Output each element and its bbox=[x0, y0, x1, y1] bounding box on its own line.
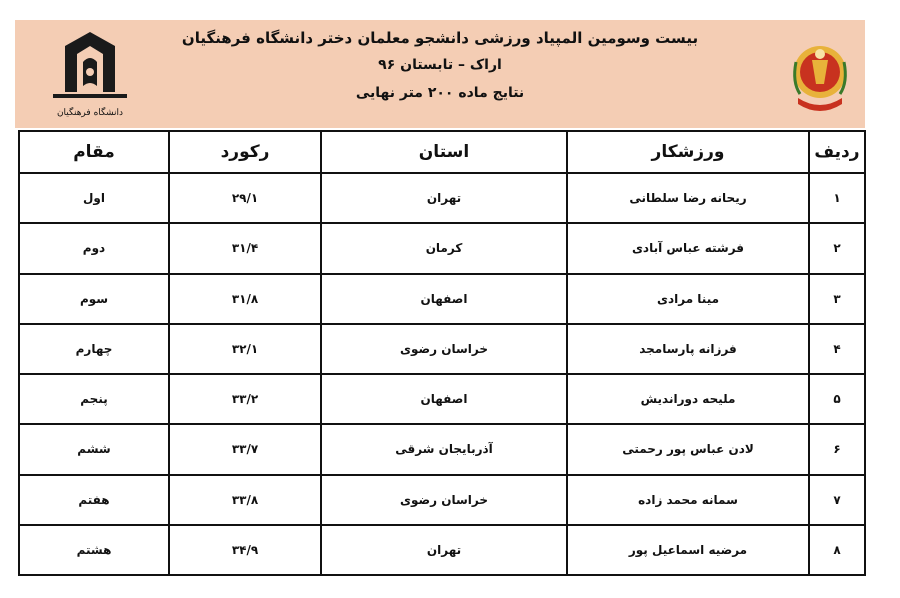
event-title: نتایج ماده ۲۰۰ متر نهایی bbox=[355, 85, 525, 101]
cell-record: ۳۲/۱ bbox=[169, 324, 321, 374]
cell-place: سوم bbox=[19, 274, 169, 324]
page-subtitle: اراک – تابستان ۹۶ bbox=[378, 57, 502, 73]
cell-province: اصفهان bbox=[321, 274, 567, 324]
cell-province: اصفهان bbox=[321, 374, 567, 424]
column-header-place: مقام bbox=[19, 131, 169, 173]
title-block bbox=[145, 26, 735, 106]
cell-province: خراسان رضوی bbox=[321, 475, 567, 525]
cell-athlete: ملیحه دوراندیش bbox=[567, 374, 809, 424]
cell-rank: ۶ bbox=[809, 424, 865, 474]
header-banner bbox=[15, 20, 865, 128]
cell-rank: ۴ bbox=[809, 324, 865, 374]
cell-province: آذربایجان شرقی bbox=[321, 424, 567, 474]
cell-record: ۲۹/۱ bbox=[169, 173, 321, 223]
cell-rank: ۷ bbox=[809, 475, 865, 525]
cell-athlete: لادن عباس پور رحمتی bbox=[567, 424, 809, 474]
cell-rank: ۸ bbox=[809, 525, 865, 575]
cell-record: ۳۳/۲ bbox=[169, 374, 321, 424]
cell-record: ۳۱/۸ bbox=[169, 274, 321, 324]
cell-athlete: سمانه محمد زاده bbox=[567, 475, 809, 525]
table-row bbox=[19, 223, 865, 273]
table-header-row bbox=[19, 131, 865, 173]
cell-record: ۳۳/۷ bbox=[169, 424, 321, 474]
table-row bbox=[19, 475, 865, 525]
university-logo-caption: دانشگاه فرهنگیان bbox=[56, 108, 124, 118]
column-header-athlete: ورزشکار bbox=[567, 131, 809, 173]
cell-province: کرمان bbox=[321, 223, 567, 273]
cell-rank: ۵ bbox=[809, 374, 865, 424]
table-row bbox=[19, 274, 865, 324]
cell-record: ۳۴/۹ bbox=[169, 525, 321, 575]
cell-rank: ۲ bbox=[809, 223, 865, 273]
cell-athlete: فرزانه پارسامجد bbox=[567, 324, 809, 374]
table-row bbox=[19, 374, 865, 424]
cell-province: تهران bbox=[321, 173, 567, 223]
page-title: بیست وسومین المپیاد ورزشی دانشجو معلمان دختر دانشگاه فرهنگیان bbox=[181, 29, 699, 47]
cell-province: تهران bbox=[321, 525, 567, 575]
cell-place: هفتم bbox=[19, 475, 169, 525]
column-header-record: رکورد bbox=[169, 131, 321, 173]
results-table bbox=[18, 130, 866, 576]
cell-record: ۳۳/۸ bbox=[169, 475, 321, 525]
cell-place: چهارم bbox=[19, 324, 169, 374]
cell-place: پنجم bbox=[19, 374, 169, 424]
cell-place: ششم bbox=[19, 424, 169, 474]
cell-record: ۳۱/۴ bbox=[169, 223, 321, 273]
cell-rank: ۱ bbox=[809, 173, 865, 223]
cell-athlete: ریحانه رضا سلطانی bbox=[567, 173, 809, 223]
cell-athlete: مینا مرادی bbox=[567, 274, 809, 324]
table-row bbox=[19, 173, 865, 223]
cell-rank: ۳ bbox=[809, 274, 865, 324]
column-header-rank: ردیف bbox=[809, 131, 865, 173]
cell-place: اول bbox=[19, 173, 169, 223]
table-row bbox=[19, 324, 865, 374]
cell-place: هشتم bbox=[19, 525, 169, 575]
university-logo-icon bbox=[45, 28, 135, 124]
table-row bbox=[19, 525, 865, 575]
olympiad-emblem-icon bbox=[790, 32, 850, 118]
column-header-province: استان bbox=[321, 131, 567, 173]
cell-province: خراسان رضوی bbox=[321, 324, 567, 374]
cell-place: دوم bbox=[19, 223, 169, 273]
table-row bbox=[19, 424, 865, 474]
cell-athlete: مرضیه اسماعیل پور bbox=[567, 525, 809, 575]
cell-athlete: فرشته عباس آبادی bbox=[567, 223, 809, 273]
